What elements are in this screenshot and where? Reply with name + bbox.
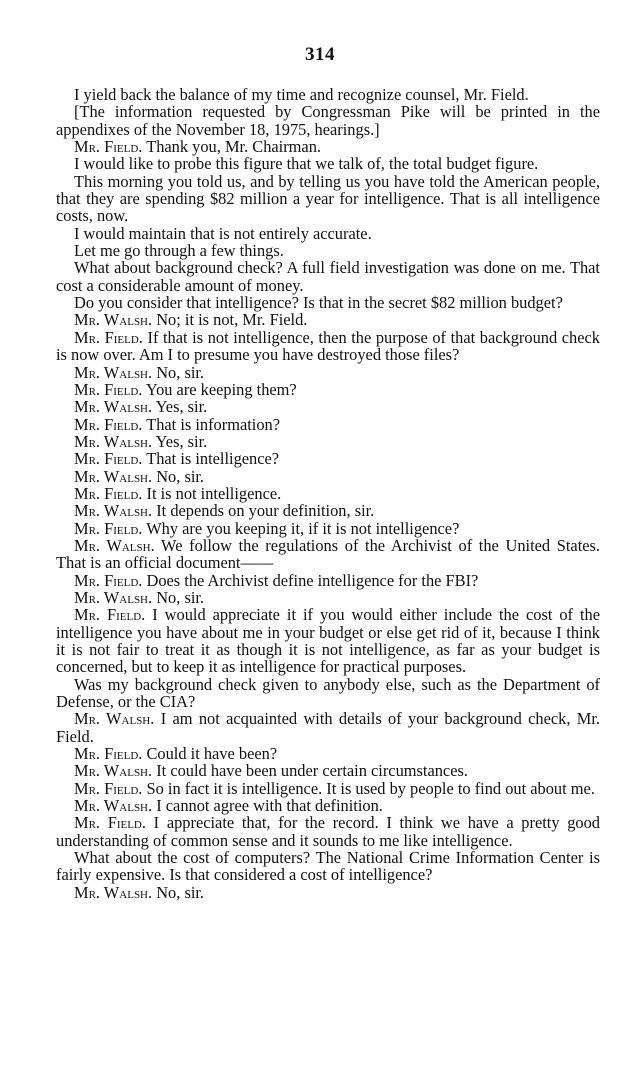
- paragraph-text: This morning you told us, and by telling us you have told the American people, that they are spending $82 million a year for intelligence. That is all intelligence costs, now.: [56, 171, 600, 226]
- transcript-body: [56, 86, 600, 901]
- transcript-paragraph: [56, 294, 600, 311]
- speaker-name: Mr. Walsh.: [74, 761, 153, 781]
- transcript-paragraph: [56, 155, 600, 172]
- transcript-paragraph: [56, 745, 600, 762]
- paragraph-text: You are keeping them?: [145, 379, 297, 399]
- paragraph-text: No, sir.: [156, 466, 205, 486]
- paragraph-text: Why are you keeping it, if it is not intelligence?: [146, 518, 460, 538]
- paragraph-text: I would maintain that is not entirely accurate.: [74, 223, 372, 243]
- paragraph-text: [The information requested by Congressman Pike will be printed in the appendixes of the November 18, 1975, hearings.]: [56, 102, 600, 139]
- transcript-paragraph: [56, 572, 600, 589]
- paragraph-text: That is intelligence?: [146, 449, 280, 469]
- transcript-paragraph: [56, 676, 600, 711]
- paragraph-text: What about background check? A full field investigation was done on me. That cost a considerable amount of money.: [56, 258, 600, 295]
- paragraph-text: If that is not intelligence, then the purpose of that background check is now over. Am I to presume you have destroyed those files?: [56, 327, 600, 365]
- speaker-name: Mr. Field.: [74, 449, 143, 469]
- paragraph-text: I am not acquainted with details of your background check, Mr. Field.: [56, 709, 600, 746]
- speaker-name: Mr. Walsh.: [74, 501, 153, 521]
- transcript-paragraph: [56, 849, 600, 884]
- paragraph-text: I cannot agree with that definition.: [156, 796, 383, 816]
- transcript-paragraph: [56, 173, 600, 225]
- speaker-name: Mr. Field.: [74, 605, 146, 625]
- transcript-paragraph: [56, 780, 600, 797]
- page-number: 314: [305, 44, 335, 65]
- paragraph-text: It is not intelligence.: [146, 483, 282, 503]
- paragraph-text: It depends on your definition, sir.: [156, 501, 375, 521]
- paragraph-text: Does the Archivist define intelligence for the FBI?: [146, 570, 479, 590]
- transcript-paragraph: [56, 762, 600, 779]
- speaker-name: Mr. Field.: [74, 379, 143, 399]
- paragraph-text: Was my background check given to anybody else, such as the Department of Defense, or the CIA?: [56, 674, 600, 712]
- transcript-paragraph: [56, 468, 600, 485]
- speaker-name: Mr. Walsh.: [74, 466, 153, 486]
- transcript-paragraph: [56, 381, 600, 398]
- paragraph-text: Thank you, Mr. Chairman.: [146, 137, 321, 157]
- speaker-name: Mr. Field.: [74, 327, 143, 347]
- paragraph-text: That is information?: [146, 414, 281, 434]
- speaker-name: Mr. Walsh.: [74, 310, 153, 330]
- speaker-name: Mr. Walsh.: [74, 709, 155, 729]
- paragraph-text: I appreciate that, for the record. I think we have a pretty good understanding of common sense and it sounds to me like intelligence.: [56, 813, 600, 850]
- speaker-name: Mr. Field.: [74, 518, 143, 538]
- transcript-paragraph: [56, 710, 600, 745]
- speaker-name: Mr. Walsh.: [74, 535, 155, 555]
- transcript-paragraph: [56, 433, 600, 450]
- transcript-paragraph: [56, 329, 600, 364]
- speaker-name: Mr. Field.: [74, 570, 143, 590]
- speaker-name: Mr. Field.: [74, 137, 143, 157]
- transcript-paragraph: [56, 259, 600, 294]
- speaker-name: Mr. Field.: [74, 483, 143, 503]
- paragraph-text: So in fact it is intelligence. It is used by people to find out about me.: [146, 778, 595, 798]
- transcript-paragraph: [56, 398, 600, 415]
- transcript-paragraph: [56, 502, 600, 519]
- transcript-paragraph: [56, 589, 600, 606]
- transcript-paragraph: [56, 225, 600, 242]
- transcript-paragraph: [56, 86, 600, 103]
- transcript-paragraph: [56, 138, 600, 155]
- transcript-paragraph: [56, 537, 600, 572]
- paragraph-text: Do you consider that intelligence? Is that in the secret $82 million budget?: [74, 293, 563, 313]
- paragraph-text: I would like to probe this figure that we talk of, the total budget figure.: [74, 154, 539, 174]
- paragraph-text: Yes, sir.: [155, 431, 208, 451]
- paragraph-text: We follow the regulations of the Archivist of the United States. That is an official document——: [56, 535, 600, 573]
- speaker-name: Mr. Field.: [74, 778, 143, 798]
- transcript-paragraph: [56, 814, 600, 849]
- speaker-name: Mr. Field.: [74, 744, 143, 764]
- transcript-paragraph: [56, 103, 600, 138]
- speaker-name: Mr. Walsh.: [74, 362, 153, 382]
- speaker-name: Mr. Walsh.: [74, 397, 153, 417]
- paragraph-text: Yes, sir.: [155, 397, 208, 417]
- paragraph-text: No, sir.: [156, 882, 205, 902]
- transcript-paragraph: [56, 416, 600, 433]
- transcript-paragraph: [56, 364, 600, 381]
- transcript-paragraph: [56, 242, 600, 259]
- paragraph-text: No, sir.: [156, 587, 205, 607]
- paragraph-text: Let me go through a few things.: [74, 241, 284, 261]
- paragraph-text: I would appreciate it if you would either include the cost of the intelligence you have about me in your budget or else get rid of it, because I think it is not fair to treat it as though it is not intelligence, as far as your budget is concerned, but to keep it as intelligence for practical purposes.: [56, 605, 601, 677]
- transcript-paragraph: [56, 797, 600, 814]
- paragraph-text: I yield back the balance of my time and recognize counsel, Mr. Field.: [74, 85, 529, 104]
- paragraph-text: Could it have been?: [146, 744, 278, 764]
- speaker-name: Mr. Field.: [74, 813, 146, 833]
- transcript-paragraph: [56, 311, 600, 328]
- transcript-paragraph: [56, 450, 600, 467]
- speaker-name: Mr. Walsh.: [74, 587, 153, 607]
- transcript-paragraph: [56, 884, 600, 901]
- transcript-paragraph: [56, 485, 600, 502]
- paragraph-text: No; it is not, Mr. Field.: [156, 310, 308, 330]
- paragraph-text: It could have been under certain circumstances.: [156, 761, 468, 781]
- paragraph-text: No, sir.: [156, 362, 205, 382]
- speaker-name: Mr. Walsh.: [74, 882, 153, 902]
- transcript-paragraph: [56, 606, 600, 675]
- speaker-name: Mr. Walsh.: [74, 431, 153, 451]
- speaker-name: Mr. Field.: [74, 414, 143, 434]
- speaker-name: Mr. Walsh.: [74, 796, 153, 816]
- transcript-paragraph: [56, 520, 600, 537]
- paragraph-text: What about the cost of computers? The National Crime Information Center is fairly expensive. Is that considered a cost of intelligence?: [56, 848, 600, 885]
